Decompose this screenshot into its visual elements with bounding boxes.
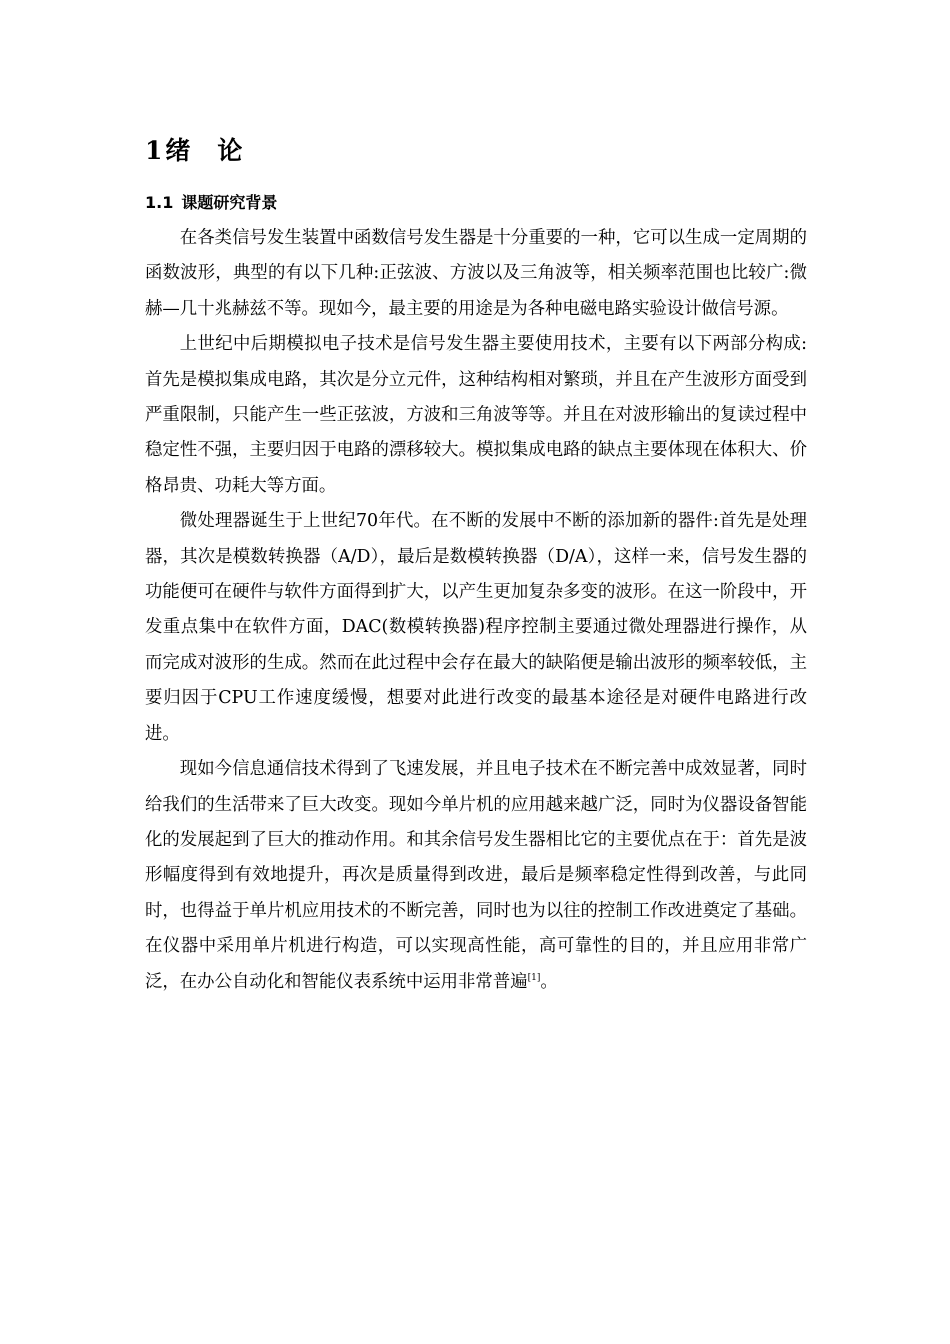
body-text bbox=[145, 221, 807, 1000]
section-number: 1.1 bbox=[145, 193, 174, 212]
section-title: 课题研究背景 bbox=[181, 193, 278, 212]
paragraph bbox=[145, 752, 807, 1000]
paragraph: 上世纪中后期模拟电子技术是信号发生器主要使用技术，主要有以下两部分构成:首先是模拟集成电路，其次是分立元件，这种结构相对繁琐，并且在产生波形方面受到严重限制，只能产生一些正弦波，方波和三角波等等。并且在对波形输出的复读过程中稳定性不强，主要归因于电路的漂移较大。模拟集成电路的缺点主要体现在体积大、价格昂贵、功耗大等方面。 bbox=[145, 334, 807, 496]
paragraph-tail: 。 bbox=[540, 971, 558, 992]
paragraph: 微处理器诞生于上世纪70年代。在不断的发展中不断的添加新的器件:首先是处理器，其次是模数转换器（A/D），最后是数模转换器（D/A），这样一来，信号发生器的功能便可在硬件与软件方面得到扩大，以产生更加复杂多变的波形。在这一阶段中，开发重点集中在软件方面，DAC(数模转换器)程序控制主要通过微处理器进行操作，从而完成对波形的生成。然而在此过程中会存在最大的缺陷便是输出波形的频率较低，主要归因于CPU工作速度缓慢，想要对此进行改变的最基本途径是对硬件电路进行改进。 bbox=[145, 511, 807, 744]
citation-reference[interactable]: [1] bbox=[527, 972, 541, 983]
chapter-title-part1: 绪 bbox=[165, 136, 192, 165]
paragraph: 在各类信号发生装置中函数信号发生器是十分重要的一种，它可以生成一定周期的函数波形，典型的有以下几种:正弦波、方波以及三角波等，相关频率范围也比较广:微赫—几十兆赫兹不等。现如今，最主要的用途是为各种电磁电路实验设计做信号源。 bbox=[145, 228, 807, 319]
chapter-number: 1 bbox=[145, 136, 164, 165]
paragraph-text: 现如今信息通信技术得到了飞速发展，并且电子技术在不断完善中成效显著，同时给我们的生活带来了巨大改变。现如今单片机的应用越来越广泛，同时为仪器设备智能化的发展起到了巨大的推动作用。和其余信号发生器相比它的主要优点在于：首先是波形幅度得到有效地提升，再次是质量得到改进，最后是频率稳定性得到改善，与此同时，也得益于单片机应用技术的不断完善，同时也为以往的控制工作改进奠定了基础。在仪器中采用单片机进行构造，可以实现高性能，高可靠性的目的，并且应用非常广泛，在办公自动化和智能仪表系统中运用非常普遍 bbox=[145, 759, 807, 992]
chapter-title-part2: 论 bbox=[217, 136, 244, 165]
chapter-title bbox=[145, 134, 243, 168]
section-heading bbox=[145, 189, 277, 217]
